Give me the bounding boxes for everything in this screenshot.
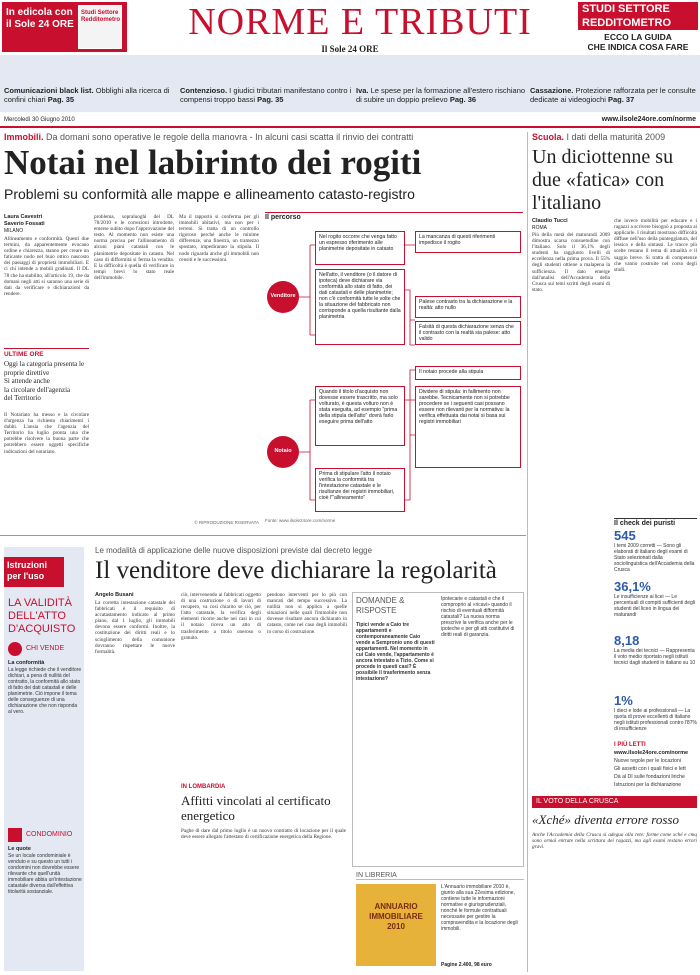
teaser-page: Pag. 35	[47, 95, 75, 104]
diagram-rule	[265, 212, 523, 213]
reg-title: Il venditore deve dichiarare la regolarità	[95, 557, 497, 584]
promo-right-brand2: REDDITOMETRO	[578, 16, 698, 30]
stat-value: 8,18	[614, 633, 640, 648]
lib-label: IN LIBRERIA	[356, 872, 524, 880]
ultime-ore-title: ULTIME ORE	[4, 351, 44, 358]
column-divider	[527, 132, 528, 972]
qa-text-2: Ipotecarie e catastali e che il comproprio al «ricavi» quando il rischio di eventuali difformità catastali? La nuova norma prescrive la verifica anche per le ipoteche e per gli atti costitutivi di diritti reali di garanzia.	[441, 596, 515, 638]
reg-col2: ciò, intervenendo ai fabbricati oggetto di una costruzione o di lavori di recupero, va così chiarito se ciò, per l'atto catastale, la verifica degli elementi ricorre anche nei casi in cui il notaio riceva un atto di trasferimento a titolo oneroso o gratuito.	[181, 592, 261, 641]
teaser-text: Obblighi alla ricerca di confini chiari	[4, 86, 170, 104]
notary-result-2: Dividere di stipula: in fallimento non sarebbe. Tecnicamente non si potrebbe procedere se i seguenti casi possano essere non rilevanti per la normativa: la verifica effettuata dai notai si basa sui registri immobiliari	[415, 386, 521, 468]
main-col1: Allineamento e conformità. Questi due termini, da apparentemente evocano ordine e chiarezza, stanno per creare un faticante nodo nel buio ottico nascosto dei passaggi di proprietà immobiliari. E ci chi intende a mobili gradinati. Il DL 78 che ha stabilito, all'articolo 19, che da domani negli atti si saranno una serie di dati da verificare e dichiarazioni da rendere.	[4, 236, 89, 297]
qa-text: Tipici vende a Caio tre appartamenti e contemporaneamente Caio vende a Sempronio uno di questi appartamenti. Nel momento in cui Caio vende, l'appartamento è ancora intestato a Tizio. Come si procede in questi casi? È possibile il trasferimento senza intestazione?	[356, 622, 435, 682]
main-title: Notai nel labirinto dei rogiti	[4, 143, 422, 182]
chi-vende-label: CHI VENDE	[26, 645, 65, 652]
condominio-icon	[8, 828, 22, 842]
most-read-link[interactable]: Istruzioni per la dichiarazione	[614, 782, 682, 788]
stat-text: Le insufficienze ai licei — Le percentuali di compiti sufficienti degli studenti del liceo in lingua dei maturandi	[614, 594, 696, 618]
teaser-text: Le spese per la formazione all'estero rischiano di subire un doppio prelievo	[356, 86, 526, 104]
crusca-label: IL VOTO DELLA CRUSCA	[532, 796, 697, 808]
most-read-link[interactable]: Dà al DI sulle fondazioni liriche	[614, 774, 685, 780]
stat-value: 545	[614, 528, 636, 543]
istr-tag2	[8, 828, 82, 842]
magazine-cover-title: Studi Settore Redditometro	[81, 10, 120, 23]
main-place: MILANO	[4, 228, 24, 234]
main-credit: © RIPRODUZIONE RISERVATA	[194, 520, 259, 525]
crusca-text: Anche l'Accademia della Crusca si adegua alla rete: forme come xché e cmq sono ormai entrate nella scrittura dei ragazzi, ma agli esami restano errori gravi.	[532, 832, 697, 851]
teaser-page: Pag. 36	[449, 95, 477, 104]
stat-text: I temi 2009 corretti — Sono gli elaborati di italiano degli esami di Stato selezionati dalla sociolinguistica dell'Accademia della Crusca	[614, 543, 695, 573]
main-authors: Laura Cavestri Saverio Fossati	[4, 214, 45, 227]
main-kicker	[4, 132, 524, 143]
main-col2: problema, sopraluoghi del DL 78/2010 e le correzioni introdotte, emerse subito dopo l'approvazione del testo. Al momento non esiste una norma precisa per l'allineamento di alcuni piani catastali con le planimetrie depositate in catasto. Nel caso di difformità si ferma la vendita. E la difficoltà è quella di verificare in tempi brevi lo stato reale dell'immobile.	[94, 214, 174, 281]
scuola-kicker-text: I dati della maturità 2009	[564, 132, 666, 142]
ultime-ore-text: Oggi la categoria presenta le proprie direttive Si attende anche la circolare dell'agenzia del Territorio	[4, 360, 85, 402]
seller-label: Venditore	[270, 293, 296, 299]
promo-right-brand1: STUDI SETTORE	[578, 2, 698, 16]
stat-value: 1%	[614, 693, 633, 708]
links-label: I PIÙ LETTI	[614, 742, 646, 748]
istr-text1: La legge richiede che il venditore dichiari, a pena di nullità del contratto, la conformità allo stato di fatto dei dati catastali e delle planimetrie. Ciò impone il tema delle conseguenze di una dichiarazione che non risponda al vero.	[8, 667, 82, 715]
seller-result-3: Falsità di questa dichiarazione senza che il contrasto con la realtà sia palese: atto valido	[415, 321, 521, 345]
teaser-item[interactable]	[180, 86, 352, 104]
diagram-source: Fonte: www.ilsole24ore.com/norme	[265, 518, 336, 523]
teaser-text: I giudici tributari manifestano contro i compensi troppo bassi	[180, 86, 352, 104]
teaser-item[interactable]	[356, 86, 526, 104]
promo-left-line1: In edicola con	[6, 7, 73, 18]
teaser-text: Protezione rafforzata per le consulte dedicate ai videogiochi	[530, 86, 696, 104]
main-kicker-bold: Immobili.	[4, 132, 44, 142]
book-cover-title: ANNUARIO IMMOBILIARE 2010	[369, 902, 423, 931]
stat-text: I dieci e lode ai professionali — La quota di prove eccellenti di italiano negli istituti professionali contro l'87% di insufficienze	[614, 708, 697, 732]
notary-label: Notaio	[274, 448, 292, 454]
scuola-author: Claudio Tucci	[532, 218, 568, 224]
scuola-kicker	[532, 132, 697, 143]
lom-title: Affitti vincolati al certificato energetico	[181, 793, 331, 823]
lib-page: Pagine 2.400, 98 euro	[441, 962, 492, 968]
promo-right-tag2: CHE INDICA COSA FARE	[587, 42, 689, 52]
diagram-title: Il percorso	[265, 214, 301, 221]
teaser-page: Pag. 37	[607, 95, 635, 104]
condominio-label: CONDOMINIO	[26, 831, 73, 838]
masthead: NORME E TRIBUTI	[188, 1, 532, 43]
section-rule	[0, 535, 526, 536]
promo-left[interactable]	[2, 2, 127, 52]
scuola-kicker-bold: Scuola.	[532, 132, 565, 142]
notary-box-1: Quando il titolo d'acquisto non dovesse essere trascritto, ma solo volturato, è questa volturo non è stata eseguita, ad esempio "prima della stipula dell'atto" dovrà farlo eseguire prima dell'atto	[315, 386, 405, 446]
teaser-bold: Comunicazioni black list.	[4, 86, 94, 95]
reg-kicker: Le modalità di applicazione delle nuove disposizioni previste dal decreto legge	[95, 546, 373, 555]
teaser-bold: Cassazione.	[530, 86, 574, 95]
teaser-item[interactable]	[530, 86, 696, 104]
seller-result-1: La mancanza di questi riferimenti impedisce il rogito	[415, 231, 521, 253]
lom-label: IN LOMBARDIA	[181, 784, 226, 790]
reg-author: Angelo Busani	[95, 592, 134, 598]
links-site[interactable]: www.ilsole24ore.com/norme	[614, 750, 689, 756]
scuola-col1: Più della metà dei maturandi 2009 dimostra scarsa consuetudine con l'italiano. Solo il 36,1% degli studenti ha raggiunto livelli di eccellenza nella prima prova. Il 55% degli studenti ottiene a malapena la sufficienza. Il dato emerge dall'analisi dell'Accademia della Crusca sui temi scritti degli esami di stato.	[532, 232, 610, 293]
seller-box-1: Nel rogito occorre che venga fatto un espresso riferimento alle planimetrie depositate in catasto	[315, 231, 405, 265]
istr-tag	[8, 642, 82, 656]
qa-title: DOMANDE & RISPOSTE	[356, 596, 405, 615]
teaser-item[interactable]	[4, 86, 176, 104]
scuola-place: ROMA	[532, 225, 547, 231]
main-subtitle: Problemi su conformità alle mappe e allineamento catasto-registro	[4, 186, 415, 202]
teaser-bold: Contenzioso.	[180, 86, 228, 95]
chi-vende-icon	[8, 642, 22, 656]
reg-col3: pendono interventi per lo più con mancati del tempo successivo. La nullità non si applica a quelle situazioni nelle quali l'immobile non dovesse risultare ancora dichiarato in catasto, come nel caso degli immobili in corso di costruzione.	[267, 592, 347, 635]
stats-title: Il check dei puristi	[614, 518, 697, 527]
reg-col1: La corretta intestazione catastale dei fabbricati è il requisito di accatastamento indicato al primo piano, dal 1 luglio, gli immobili devono essere conformi. Inoltre, la costituzione dei diritti reali e lo scioglimento della comunione dovranno rispettare le nuove formalità.	[95, 600, 175, 655]
notary-box-2: Prima di stipulare l'atto il notaio verifica la conformità tra l'intestazione catastale e le risultanze dei registri immobiliari, cioè l'"allineamento"	[315, 468, 405, 512]
scuola-title: Un diciottenne su due «fatica» con l'italiano	[532, 146, 674, 214]
seller-box-2: Nell'atto, il venditore (o il datore di ipoteca) deve dichiarare via conformità allo stato di fatto, dei dati catastali e delle planimetrie; non c'è conformità tutte le volte che la situazione del fabbricato non corrisponde a quella risultante dalla planimetria	[315, 269, 405, 345]
dateline-rule	[0, 126, 700, 128]
promo-right[interactable]	[578, 2, 698, 52]
notary-result-1: Il notaio procede alla stipula	[415, 366, 521, 380]
ultime-ore-box	[4, 348, 89, 406]
dateline-date: Mercoledì 30 Giugno 2010	[4, 117, 75, 123]
lom-text: Paghe di dare dal primo luglio è un nuovo contratto di locazione per il quale deve essere allegato l'attestato di certificazione energetica della Regione.	[181, 828, 346, 841]
istr-title: Istruzioni per l'uso	[4, 557, 64, 587]
istr-text2-bold: Le quote	[8, 846, 31, 852]
seller-result-2: Palese contrasto tra la dichiarazione e la realtà: atto nullo	[415, 296, 521, 318]
most-read-link[interactable]: Nuove regole per le locazioni	[614, 758, 681, 764]
book-cover-image	[356, 884, 436, 966]
teaser-page: Pag. 35	[257, 95, 284, 104]
istr-text1-bold: La conformità	[8, 660, 45, 666]
main-col1b: Il Notariato ha messo e la circolare d'urgenza ha richiesto chiarimenti i dubbi. L'ansia che l'agenzia del Territorio ha luglio pronta una che potrebbe risolvere la buona parte che potrebbero essere oggetti specifiche indicazioni del notariato.	[4, 412, 89, 455]
teaser-bold: Iva.	[356, 86, 369, 95]
promo-left-line2: il Sole 24 ORE	[6, 19, 74, 30]
most-read-link[interactable]: Gli assetti con i quali fisici e lett	[614, 766, 686, 772]
istr-text2: Se un locale condominiale è venduto e su questo un tutti i condomini non dovrebbe essere rilevante che quell'unità immobiliare abbia un'intestazione catastale diversa dall'effettiva titolarità sostanziale.	[8, 853, 82, 895]
dateline-site[interactable]: www.ilsole24ore.com/norme	[601, 116, 696, 123]
lib-text: L'Annuario immobiliare 2010 è, giunto alla sua 22esima edizione, contiene tutte le informazioni normative e giurisprudenziali, nonché le formule contrattuali necessarie per gestire la compravendita e la locazione degli immobili.	[441, 884, 518, 932]
scuola-col2: che invece mobilità per educare e i ragazzi a scrivere bisognò a proposta ai applicarle. I risultati mostrano difficoltà diffuse nell'uso della punteggiatura, del lessico e della sintassi. Le tracce più scelte restano il tema di attualità e il saggio breve. Si tratta di competenze che vanno costruite nel corso degli studi.	[614, 218, 697, 273]
magazine-cover-image	[78, 5, 122, 49]
stat-text: La media dei tecnici — Rappresenta il voto medio riportato negli istituti tecnici dagli studenti in italiano su 10	[614, 648, 696, 666]
promo-right-tag1: ECCO LA GUIDA	[604, 32, 672, 42]
istr-sub: LA VALIDITÀ DELL'ATTO D'ACQUISTO	[8, 597, 76, 635]
main-kicker-text: Da domani sono operative le regole della manovra - In alcuni casi scatta il rinvio dei contratti	[43, 132, 414, 142]
stat-value: 36,1%	[614, 579, 651, 594]
main-col3: Ma il rapporto si conferma per gli immobili abitativi, ma non per i terreni. Si tratta di un controllo rigoroso perché anche le minime differenze, una finestra, un tramezzo spostato, impediranno la stipula. Il nodo riguarda anche gli immobili non censiti e le successioni.	[179, 214, 259, 263]
masthead-sub: Il Sole 24 ORE	[321, 44, 379, 54]
crusca-title: «Xché» diventa errore rosso	[532, 812, 679, 827]
